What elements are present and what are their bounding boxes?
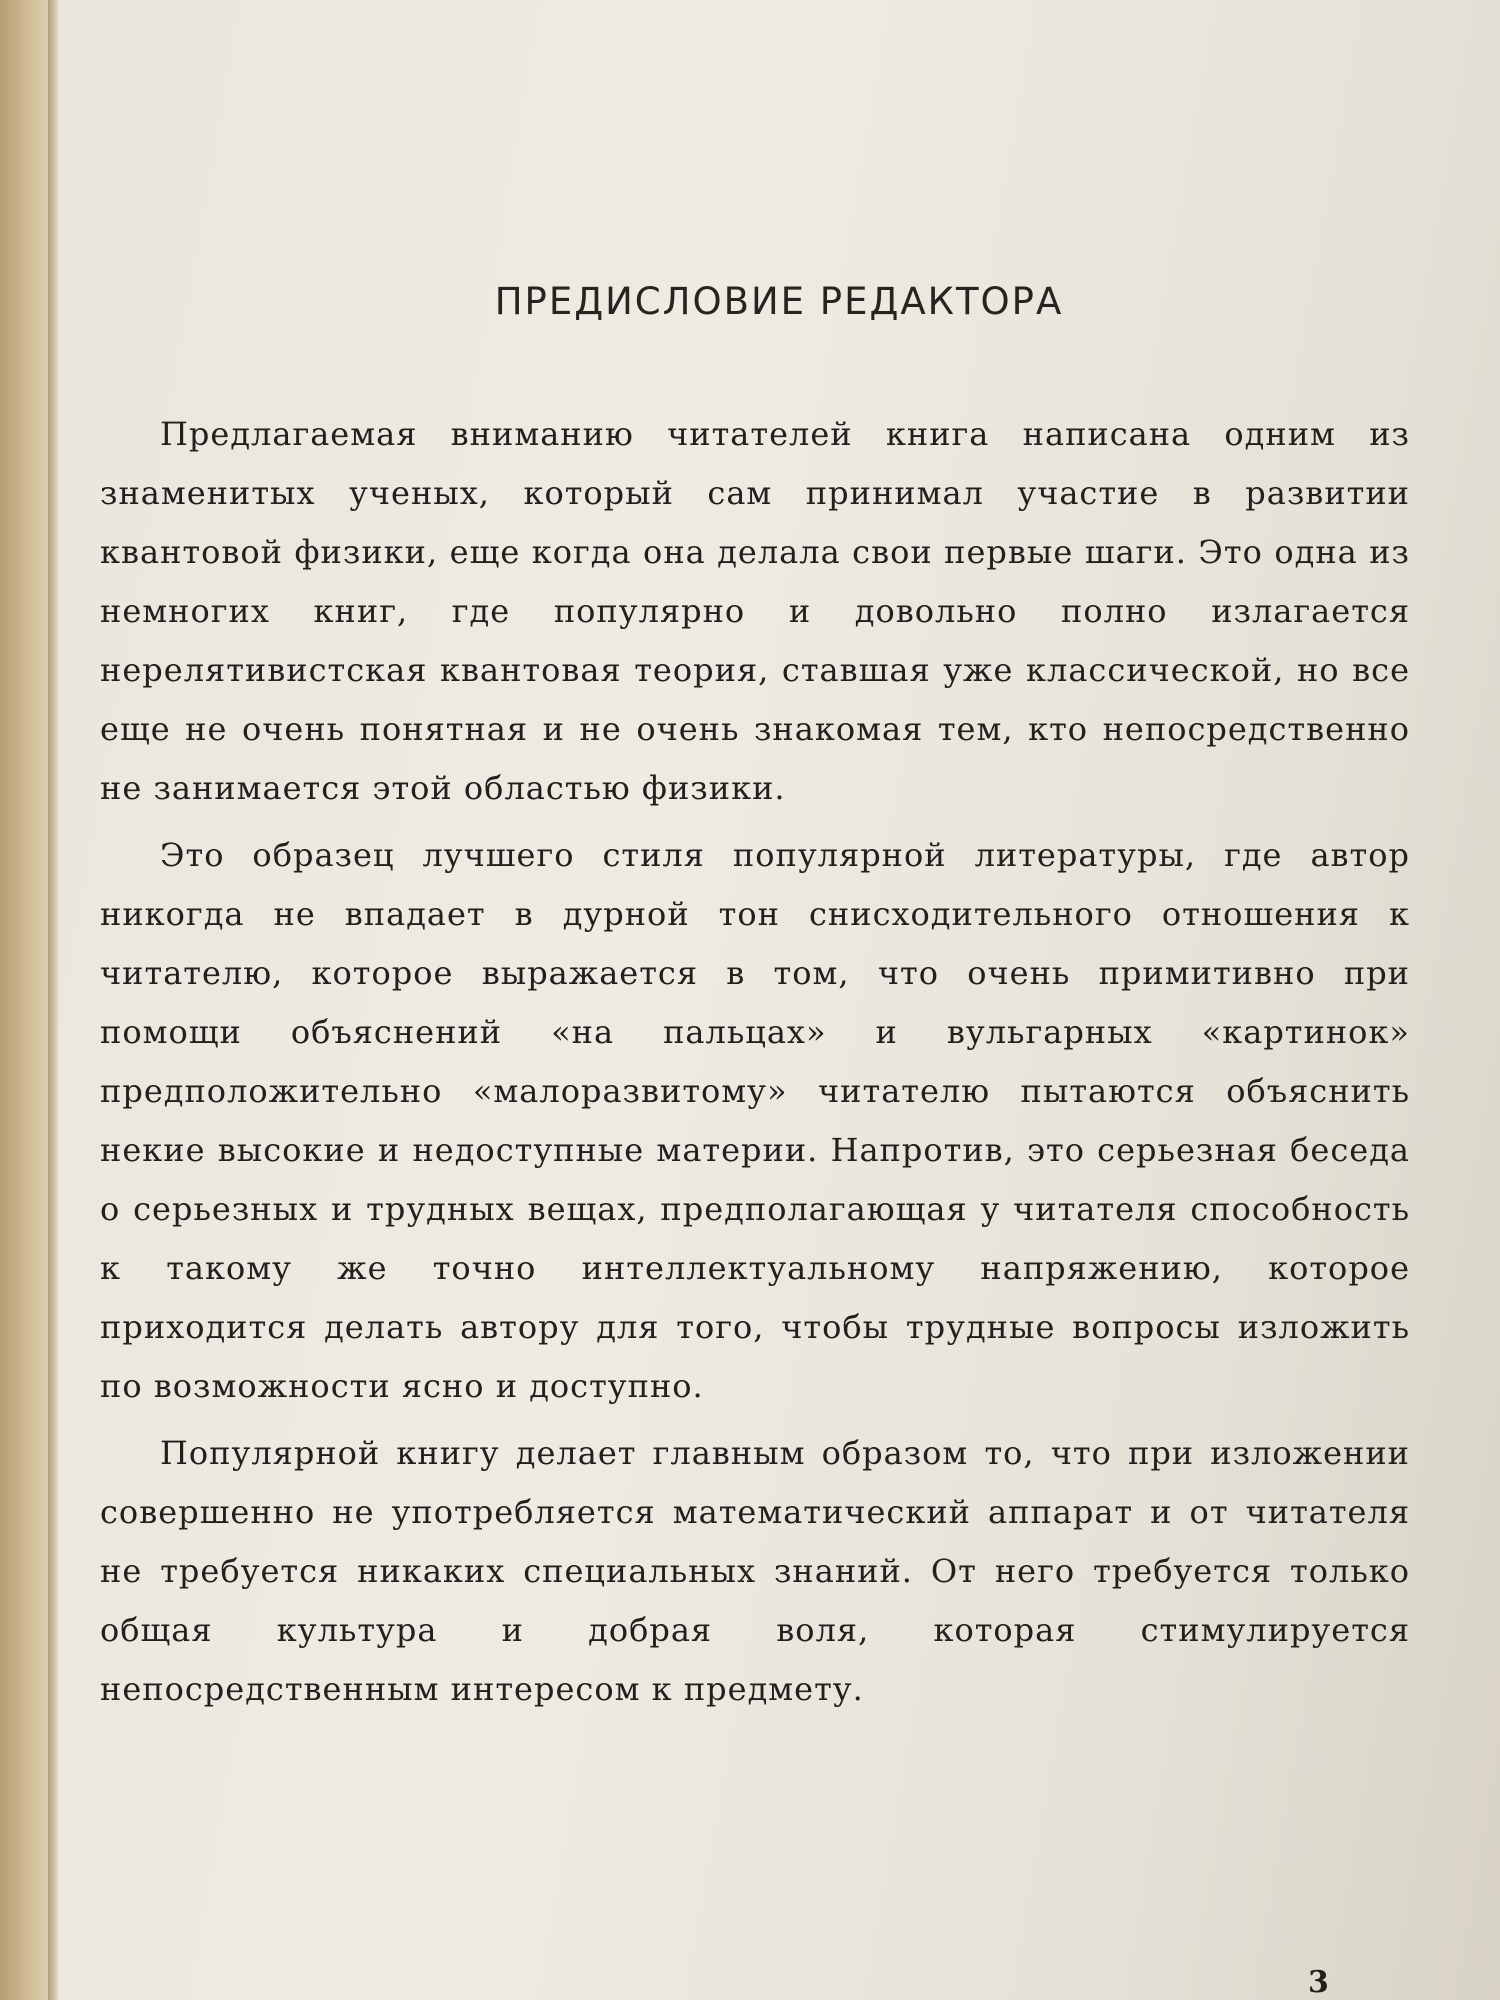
page-fold-shadow [48, 0, 58, 2000]
page-title: ПРЕДИСЛОВИЕ РЕДАКТОРА [494, 280, 1064, 323]
book-page [58, 0, 1500, 2000]
paragraph-1: Предлагаемая вниманию читателей книга написана одним из знаменитых ученых, который сам принимал участие в развитии квантовой физики, еще когда она делала свои первые шаги. Это одна из немногих книг, где популярно и довольно полно излагается нерелятивистская квантовая теория, ставшая уже классической, но все еще не очень понятная и не очень знакомая тем, кто непосредственно не занимается этой областью физики. [100, 415, 1410, 807]
page-number: 3 [1308, 1965, 1329, 2000]
body-text [100, 405, 1410, 1727]
paragraph-3: Популярной книгу делает главным образом то, что при изложении совершенно не употребляется математический аппарат и от читателя не требуется никаких специальных знаний. От него требуется только общая культура и добрая воля, которая стимулируется непосредственным интересом к предмету. [100, 1434, 1410, 1708]
paragraph-2: Это образец лучшего стиля популярной литературы, где автор никогда не впадает в дурной тон снисходительного отношения к читателю, которое выражается в том, что очень примитивно при помощи объяснений «на пальцах» и вульгарных «картинок» предположительно «малоразвитому» читателю пытаются объяснить некие высокие и недоступные материи. Напротив, это серьезная беседа о серьезных и трудных вещах, предполагающая у читателя способность к такому же точно интеллектуальному напряжению, которое приходится делать автору для того, чтобы трудные вопросы изложить по возможности ясно и доступно. [100, 836, 1410, 1405]
